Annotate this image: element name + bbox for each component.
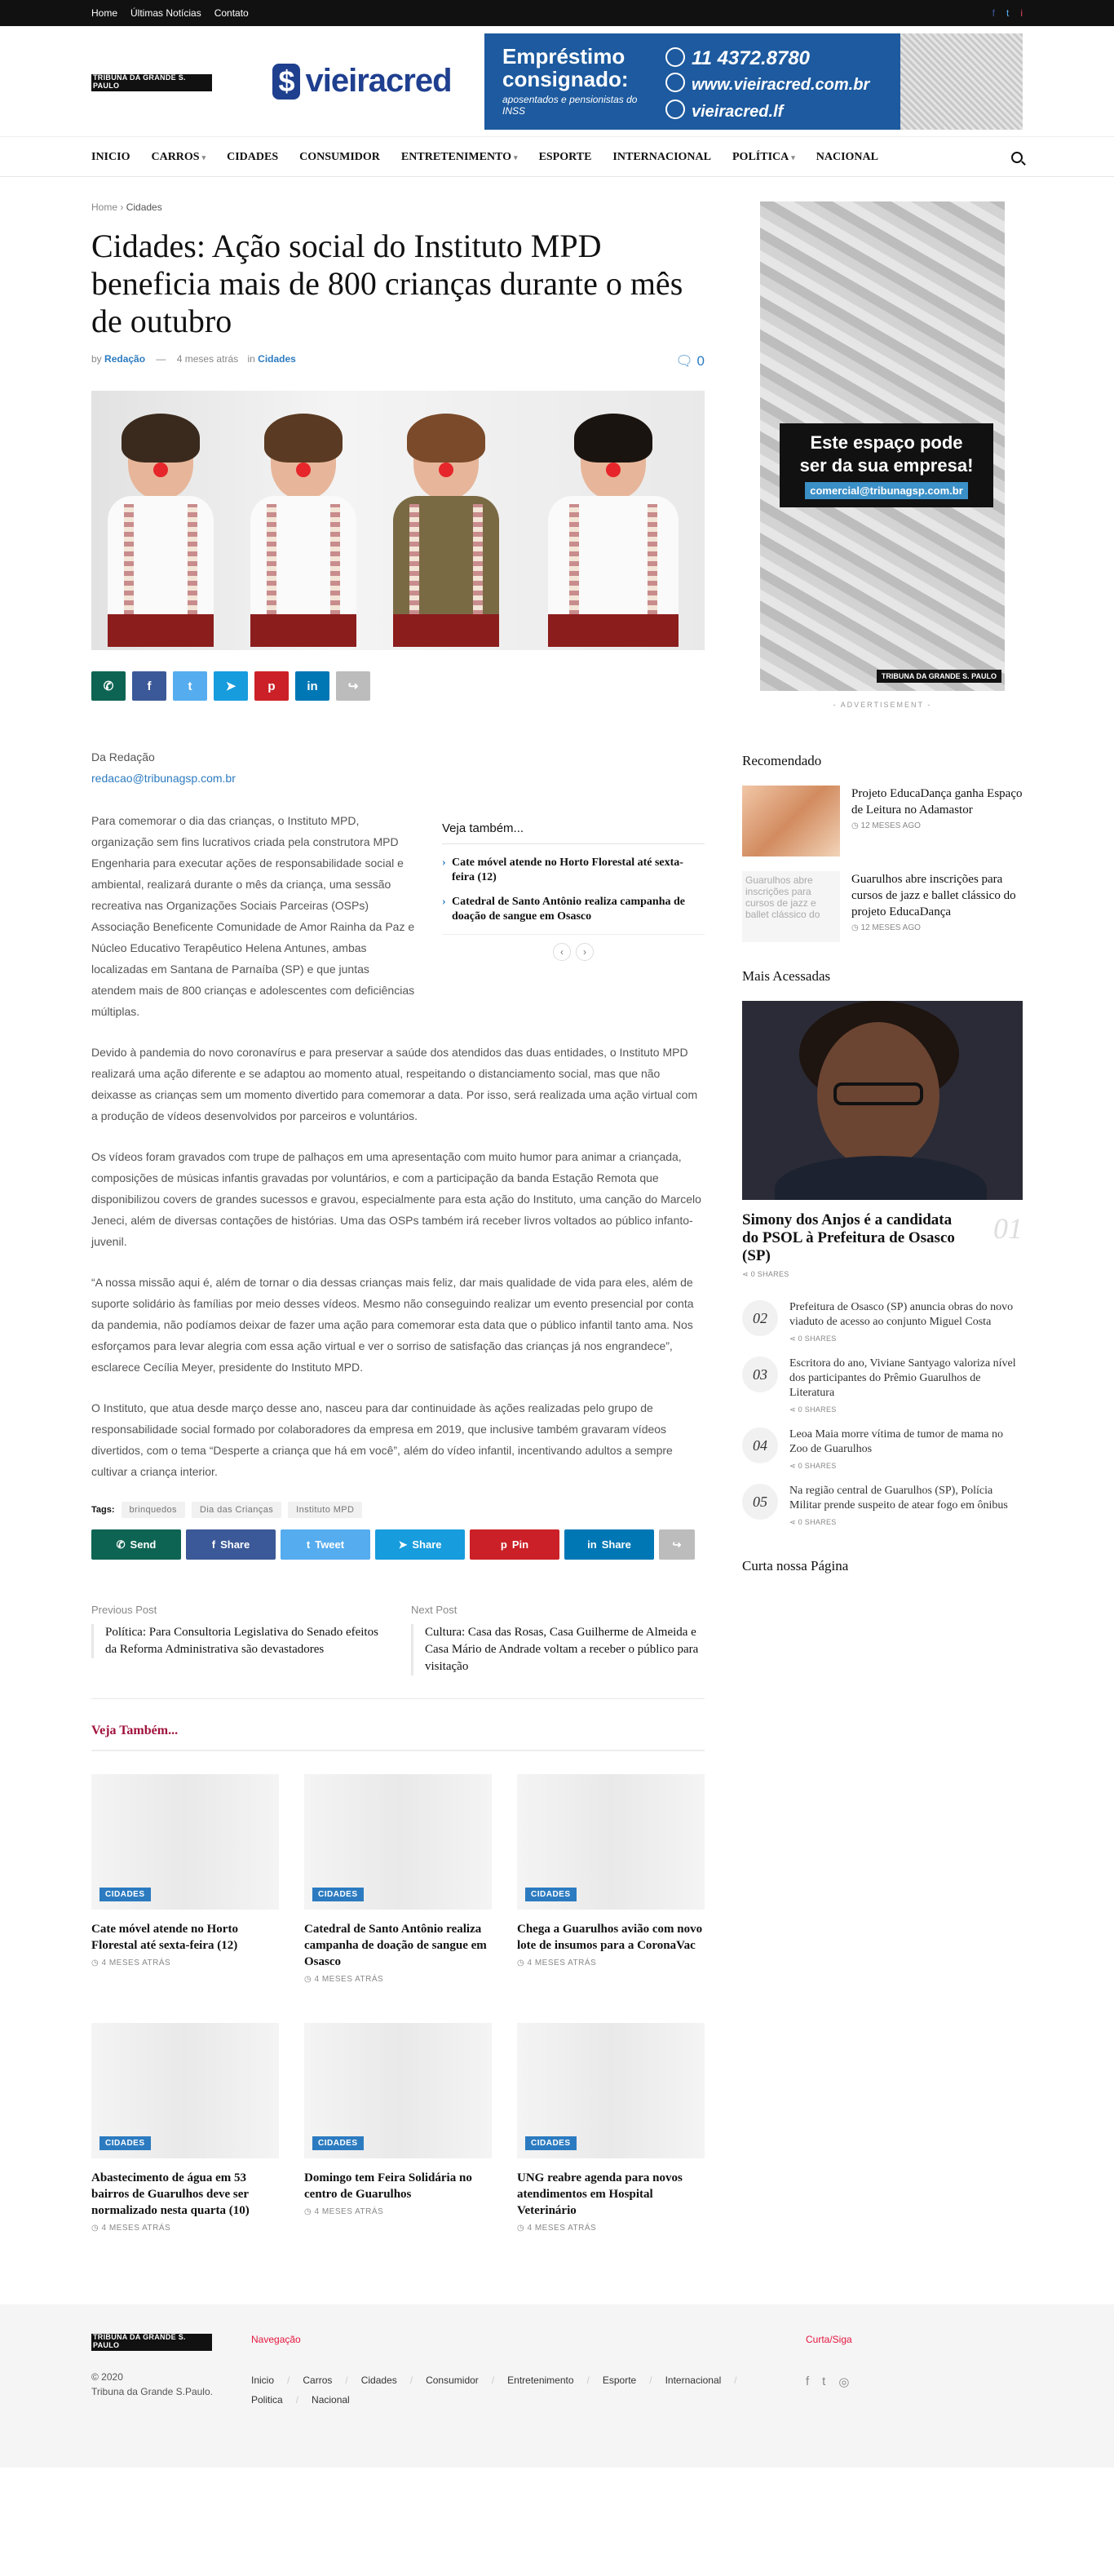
chevron-left-icon[interactable]: ‹ <box>553 943 571 961</box>
pinterest-icon: p <box>267 679 276 693</box>
separator: / <box>409 2375 413 2386</box>
share-label: Share <box>412 1538 442 1551</box>
banner-site: www.vieiracred.com.br <box>692 75 870 94</box>
related-card-image <box>517 2023 705 2158</box>
category-link[interactable]: Cidades <box>258 353 296 365</box>
recommended-title: Recomendado <box>742 753 822 768</box>
footer-nav-link[interactable]: Internacional <box>665 2375 722 2386</box>
banner-brand <box>240 33 484 130</box>
previous-post-title: Política: Para Consultoria Legislativa do Senado efeitos da Reforma Administrativa são devastadores <box>91 1624 385 1658</box>
top-links <box>91 7 249 19</box>
clown-figure <box>385 422 507 650</box>
pinterest-icon: p <box>500 1538 507 1551</box>
facebook-page-title: Curta nossa Página <box>742 1558 849 1573</box>
site-header <box>0 26 1114 136</box>
banner-subline: aposentados e pensionistas do INSS <box>502 93 638 117</box>
related-card-date: 4 MESES ATRÁS <box>527 1959 597 1967</box>
related-card[interactable] <box>304 2023 492 2233</box>
nav-item-2[interactable] <box>227 151 278 164</box>
facebook-share-button[interactable] <box>186 1529 276 1560</box>
most-read-item-title: Leoa Maia morre vítima de tumor de mama no Zoo de Guarulhos <box>789 1428 1004 1455</box>
category-badge: CIDADES <box>525 2136 577 2150</box>
twitter-share-button[interactable] <box>173 671 207 701</box>
article-paragraph: “A nossa missão aqui é, além de tornar o dia dessas crianças mais feliz, dar mais qualidade de vida para eles, além de suporte solidário às famílias por meio desses vídeos. Mesmo não conseguindo realizar um evento presencial por conta da pandemia, não podíamos deixar de fazer uma ação para comemorar esta data que o público infantil tanto ama. Nos esforçamos para levar alegria com essa ação virtual e ver o sorriso de satisfação das crianças já nos engrandece”, esclarece Cecília Meyer, presidente do Instituto MPD. <box>91 1276 694 1374</box>
source-email[interactable]: redacao@tribunagsp.com.br <box>91 772 236 785</box>
share-bar-bottom <box>91 1529 705 1560</box>
site-footer <box>0 2304 1114 2468</box>
tag-item[interactable]: brinquedos <box>122 1502 185 1518</box>
inline-related-item[interactable]: › Cate móvel atende no Horto Florestal até sexta-feira (12) <box>442 856 705 885</box>
instagram-icon[interactable]: i <box>1020 7 1023 19</box>
recommended-item[interactable] <box>742 871 1023 942</box>
related-card-title: Abastecimento de água em 53 bairros de Guarulhos deve ser normalizado nesta quarta (10) <box>91 2171 250 2217</box>
clock-icon: ◷ <box>517 2224 525 2233</box>
nav-item-label: CONSUMIDOR <box>299 151 380 163</box>
most-read-title: Mais Acessadas <box>742 968 831 984</box>
related-card-title: Domingo tem Feira Solidária no centro de Guarulhos <box>304 2171 472 2201</box>
separator: / <box>734 2375 737 2386</box>
whatsapp-icon: ✆ <box>116 1538 126 1551</box>
next-post-label: Next Post <box>411 1604 458 1616</box>
chevron-down-icon: ▾ <box>201 153 206 162</box>
recommended-item[interactable] <box>742 786 1023 856</box>
tags-label: Tags: <box>91 1505 115 1515</box>
facebook-icon: f <box>147 679 152 693</box>
telegram-icon: ➤ <box>398 1538 408 1551</box>
nav-item-label: NACIONAL <box>816 151 878 163</box>
site-logo[interactable]: TRIBUNA DA GRANDE S. PAULO <box>91 74 212 89</box>
clock-icon: ◷ <box>517 1959 525 1967</box>
clown-figure <box>540 422 687 650</box>
nav-item-label: INICIO <box>91 151 130 163</box>
related-card-image <box>91 2023 279 2158</box>
share-arrow-icon: ↪ <box>347 679 359 693</box>
nav-item-0[interactable] <box>91 151 130 164</box>
footer-nav-link[interactable]: Cidades <box>360 2375 397 2386</box>
footer-nav-links <box>251 2375 740 2406</box>
previous-post-link[interactable] <box>91 1604 385 1675</box>
related-card-title: Catedral de Santo Antônio realiza campanha de doação de sangue em Osasco <box>304 1923 487 1968</box>
share-label: Share <box>220 1538 250 1551</box>
share-icon: ⋖ <box>789 1405 796 1414</box>
related-card-image <box>304 1774 492 1910</box>
ad-email: comercial@tribunagsp.com.br <box>805 482 968 499</box>
linkedin-icon: in <box>307 679 318 693</box>
most-read-item-title: Prefeitura de Osasco (SP) anuncia obras do novo viaduto de acesso ao conjunto Miguel Costa <box>789 1301 1014 1328</box>
clock-icon: ◷ <box>91 1959 99 1967</box>
separator: / <box>287 2375 290 2386</box>
source-block <box>91 746 705 789</box>
footer-nav-link[interactable]: Inicio <box>251 2375 275 2386</box>
breadcrumb: Home › Cidades <box>91 201 162 213</box>
twitter-icon: t <box>306 1538 311 1551</box>
related-card[interactable] <box>91 2023 279 2233</box>
nav-item-label: INTERNACIONAL <box>612 151 711 163</box>
more-share-button[interactable] <box>659 1529 695 1560</box>
nav-item-8[interactable] <box>816 151 878 164</box>
dollar-icon: $ <box>272 64 300 100</box>
inline-related-item[interactable]: › Catedral de Santo Antônio realiza campanha de doação de sangue em Osasco <box>442 895 705 924</box>
clock-icon: ◷ <box>304 1975 312 1984</box>
footer-nav-link[interactable]: Entretenimento <box>507 2375 574 2386</box>
footer-nav-link[interactable]: Nacional <box>312 2394 350 2406</box>
twitter-icon[interactable]: t <box>1006 7 1010 19</box>
breadcrumb-category[interactable]: Cidades <box>126 201 162 213</box>
instagram-icon <box>665 100 685 119</box>
footer-logo[interactable]: TRIBUNA DA GRANDE S. PAULO <box>91 2334 212 2348</box>
telegram-share-button[interactable] <box>375 1529 465 1560</box>
more-share-button[interactable] <box>336 671 370 701</box>
article-paragraph: Devido à pandemia do novo coronavírus e para preservar a saúde dos atendidos das duas entidades, o Instituto MPD realizará uma ação diferente e se adaptou ao momento atual, respeitando o distanciamento social, mas que não deixasse as crianças sem um momento divertido para comemorar a data. Por isso, será realizada uma ação virtual com a produção de vídeos desenvolvidos por parceiros e voluntários. <box>91 1046 698 1122</box>
recommended-item-date: 12 MESES AGO <box>860 923 921 932</box>
related-card-date: 4 MESES ATRÁS <box>314 2207 384 2216</box>
share-label: Share <box>601 1538 631 1551</box>
previous-post-label: Previous Post <box>91 1604 157 1616</box>
inline-related-title: Veja também... <box>442 821 705 844</box>
whatsapp-send-button[interactable] <box>91 1529 181 1560</box>
comment-icon: 🗨 <box>675 353 693 369</box>
top-link-home[interactable]: Home <box>91 7 118 19</box>
tag-item[interactable]: Dia das Crianças <box>192 1502 281 1518</box>
facebook-icon: f <box>211 1538 216 1551</box>
share-icon: ⋖ <box>789 1518 796 1526</box>
nav-menu <box>91 151 878 164</box>
related-card[interactable] <box>517 1774 705 1984</box>
related-grid <box>91 1774 705 2247</box>
share-bar-top <box>91 671 705 701</box>
linkedin-share-button[interactable] <box>564 1529 654 1560</box>
ad-line-2: ser da sua empresa! <box>799 455 974 476</box>
ad-brand-tag: TRIBUNA DA GRANDE S. PAULO <box>877 670 1001 683</box>
twitter-icon[interactable]: t <box>822 2375 826 2388</box>
nav-item-label: POLÍTICA <box>732 151 789 163</box>
top-bar <box>0 0 1114 26</box>
related-card-image <box>304 2023 492 2158</box>
banner-body <box>484 33 1023 130</box>
whatsapp-icon <box>665 47 685 67</box>
most-read-item[interactable] <box>742 1357 1023 1414</box>
clock-icon: ◷ <box>304 2207 312 2216</box>
footer-nav-link[interactable]: Politica <box>251 2394 283 2406</box>
telegram-share-button[interactable] <box>214 671 248 701</box>
banner-portrait <box>900 33 1023 130</box>
article-paragraph: Para comemorar o dia das crianças, o Instituto MPD, organização sem fins lucrativos criada pela construtora MPD Engenharia para executar ações de responsabilidade social e ambiental, realizará durante o mês da criança, uma sessão recreativa nas Organizações Sociais Parceiras (OSPs) Associação Beneficente Comunidade de Amor Rainha da Paz e Núcleo Educativo Terapêutico Helena Antunes, ambas localizadas em Santana de Parnaíba (SP) e que juntas atendem mais de 800 crianças e adolescentes com deficiências múltiplas. <box>91 814 415 1018</box>
most-read-item-title: Escritora do ano, Viviane Santyago valoriza nível dos participantes do Prêmio Guarulhos de Literatura <box>789 1357 1016 1399</box>
related-card-date: 4 MESES ATRÁS <box>101 1959 171 1967</box>
separator: / <box>295 2394 299 2406</box>
nav-item-4[interactable] <box>401 151 518 164</box>
facebook-icon[interactable]: f <box>992 7 995 19</box>
comments-number: 0 <box>696 353 705 369</box>
header-banner-ad[interactable] <box>240 33 1023 130</box>
footer-nav-title: Navegação <box>251 2334 301 2345</box>
footer-copyright-name: Tribuna da Grande S.Paulo. <box>91 2386 213 2397</box>
related-card[interactable] <box>517 2023 705 2233</box>
related-card-title: Chega a Guarulhos avião com novo lote de insumos para a CoronaVac <box>517 1923 703 1952</box>
breadcrumb-home[interactable]: Home <box>91 201 118 213</box>
telegram-icon: ➤ <box>225 679 237 693</box>
related-card-title: UNG reabre agenda para novos atendimentos em Hospital Veterinário <box>517 2171 683 2217</box>
recommended-item-title: Projeto EducaDança ganha Espaço de Leitura no Adamastor <box>851 787 1023 817</box>
search-icon[interactable] <box>1011 152 1023 163</box>
rank-number: 05 <box>742 1484 778 1520</box>
most-read-item-title: Na região central de Guarulhos (SP), Polícia Militar prende suspeito de atear fogo em ônibus <box>789 1485 1008 1512</box>
related-card-image <box>91 1774 279 1910</box>
article-main <box>91 201 705 2247</box>
facebook-share-button[interactable] <box>132 671 166 701</box>
instagram-icon[interactable]: ◎ <box>838 2375 850 2389</box>
nav-item-label: ENTRETENIMENTO <box>400 151 512 163</box>
related-card-date: 4 MESES ATRÁS <box>527 2224 597 2233</box>
rank-number: 03 <box>742 1357 778 1392</box>
footer-nav-link[interactable]: Carros <box>303 2375 333 2386</box>
most-read-featured-image[interactable] <box>742 1001 1023 1200</box>
category-badge: CIDADES <box>525 1888 577 1901</box>
author-link[interactable]: Redação <box>104 353 146 365</box>
pinterest-share-button[interactable] <box>254 671 289 701</box>
twitter-icon: t <box>188 679 192 693</box>
tag-list <box>91 1502 705 1518</box>
clock-icon: ◷ <box>851 821 859 830</box>
rank-number: 04 <box>742 1427 778 1463</box>
most-read-item[interactable] <box>742 1484 1023 1527</box>
facebook-icon[interactable]: f <box>806 2375 810 2388</box>
pinterest-pin-button[interactable] <box>470 1529 559 1560</box>
share-count: 0 SHARES <box>798 1334 837 1343</box>
by-label: by <box>91 353 102 365</box>
banner-phone: 11 4372.8780 <box>692 46 811 69</box>
banner-brand-name: vieiracred <box>305 63 452 99</box>
recommended-item-title: Guarulhos abre inscrições para cursos de jazz e ballet clássico do projeto EducaDança <box>851 873 1016 918</box>
related-card-title: Cate móvel atende no Horto Florestal até sexta-feira (12) <box>91 1923 238 1952</box>
share-icon: ⋖ <box>789 1462 796 1470</box>
tag-item[interactable]: Instituto MPD <box>288 1502 362 1518</box>
clown-figure <box>99 422 222 650</box>
most-read-item-title[interactable]: Simony dos Anjos é a candidata do PSOL à Prefeitura de Osasco (SP) <box>742 1211 955 1264</box>
ad-line-1: Este espaço pode <box>810 432 963 453</box>
chevron-down-icon: ▾ <box>791 153 795 162</box>
inline-related-box <box>442 810 705 1042</box>
linkedin-share-button[interactable] <box>295 671 329 701</box>
share-count: 0 SHARES <box>750 1270 789 1278</box>
nav-item-label: ESPORTE <box>538 151 592 163</box>
banner-headline: Empréstimo consignado: <box>502 43 629 91</box>
publish-time: 4 meses atrás <box>176 353 239 365</box>
related-card-date: 4 MESES ATRÁS <box>101 2224 171 2233</box>
category-badge: CIDADES <box>99 2136 151 2150</box>
separator: / <box>649 2375 652 2386</box>
next-post-link[interactable] <box>411 1604 705 1675</box>
twitter-tweet-button[interactable] <box>281 1529 370 1560</box>
share-count: 0 SHARES <box>798 1462 837 1470</box>
related-section-title: Veja Também... <box>91 1724 705 1751</box>
top-link-news[interactable]: Últimas Notícias <box>130 7 201 19</box>
recommended-thumbnail-broken: Guarulhos abre inscrições para cursos de jazz e ballet clássico do <box>742 871 840 942</box>
related-card[interactable] <box>304 1774 492 1984</box>
sidebar <box>742 201 1023 2247</box>
recommended-thumbnail <box>742 786 840 856</box>
in-label: in <box>247 353 255 365</box>
category-badge: CIDADES <box>312 2136 364 2150</box>
nav-item-1[interactable] <box>151 151 206 164</box>
whatsapp-icon: ✆ <box>103 679 114 693</box>
share-label: Tweet <box>315 1538 345 1551</box>
nav-item-6[interactable] <box>612 151 711 164</box>
separator: / <box>491 2375 495 2386</box>
rank-number: 01 <box>993 1212 1023 1245</box>
sidebar-ad[interactable] <box>760 201 1005 691</box>
share-arrow-icon: ↪ <box>672 1538 682 1551</box>
article-meta: by Redação — 4 meses atrás in Cidades 🗨 0 <box>91 353 705 369</box>
article-featured-image <box>91 391 705 650</box>
nav-item-label: CIDADES <box>227 151 279 163</box>
advertisement-label: - ADVERTISEMENT - <box>833 701 932 709</box>
clock-icon: ◷ <box>91 2224 99 2233</box>
source-label: Da Redação <box>91 750 155 764</box>
inline-related-pager <box>442 934 705 961</box>
chevron-right-icon[interactable]: › <box>576 943 594 961</box>
top-link-contact[interactable]: Contato <box>214 7 249 19</box>
share-count: 0 SHARES <box>798 1518 837 1526</box>
main-nav <box>0 136 1114 177</box>
top-social <box>992 7 1023 19</box>
related-card[interactable] <box>91 1774 279 1984</box>
footer-copyright: © 2020 <box>91 2371 123 2383</box>
comments-count[interactable] <box>675 353 705 370</box>
share-icon: ⋖ <box>742 1270 749 1278</box>
share-icon: ⋖ <box>789 1334 796 1343</box>
article-paragraph: O Instituto, que atua desde março desse ano, nasceu para dar continuidade às ações realizadas pelo grupo de responsabilidade social formado por colaboradores da empresa em 2019, que inclusive também gravaram vídeos divertidos, com o tema “Desperte a criança que há em você”, além do vídeo infantil, incentivando adultos a sempre cultivar a criança interior. <box>91 1401 673 1478</box>
post-navigation <box>91 1604 705 1699</box>
most-read-item[interactable] <box>742 1300 1023 1343</box>
nav-item-5[interactable] <box>539 151 592 164</box>
clock-icon: ◷ <box>851 923 859 932</box>
recommended-item-date: 12 MESES AGO <box>860 821 921 830</box>
category-badge: CIDADES <box>312 1888 364 1901</box>
article-paragraph: Os vídeos foram gravados com trupe de palhaços em uma apresentação com muito humor para animar a criançada, composições de músicas infantis gravadas por voluntários, e com a participação da banda Estação Remota que disponibilizou covers de grandes sucessos e gravou, especialmente para esta ação do Instituto, uma canção do Marcelo Jeneci, além de diversas contações de histórias. Uma das OSPs também irá receber livros voltados ao público infanto-juvenil. <box>91 1150 701 1248</box>
chevron-down-icon: ▾ <box>514 153 518 162</box>
whatsapp-share-button[interactable] <box>91 671 126 701</box>
most-read-item[interactable] <box>742 1427 1023 1471</box>
footer-nav-link[interactable]: Esporte <box>602 2375 637 2386</box>
separator: / <box>345 2375 348 2386</box>
share-label: Pin <box>511 1538 529 1551</box>
separator: / <box>586 2375 590 2386</box>
footer-nav-link[interactable]: Consumidor <box>426 2375 479 2386</box>
rank-number: 02 <box>742 1300 778 1336</box>
share-count: 0 SHARES <box>798 1405 837 1414</box>
most-read-list <box>742 1300 1023 1527</box>
footer-social-title: Curta/Siga <box>806 2334 852 2345</box>
related-card-date: 4 MESES ATRÁS <box>314 1975 384 1984</box>
clown-figure <box>242 422 365 650</box>
related-card-image <box>517 1774 705 1910</box>
share-label: Send <box>130 1538 157 1551</box>
next-post-title: Cultura: Casa das Rosas, Casa Guilherme de Almeida e Casa Mário de Andrade voltam a receber o público para visitação <box>411 1624 705 1675</box>
banner-insta: vieiracred.lf <box>692 102 784 121</box>
globe-icon <box>665 73 685 92</box>
nav-item-3[interactable] <box>299 151 380 164</box>
nav-item-7[interactable] <box>732 151 795 164</box>
nav-item-label: CARROS <box>151 151 200 163</box>
linkedin-icon: in <box>587 1538 597 1551</box>
category-badge: CIDADES <box>99 1888 151 1901</box>
page-title: Cidades: Ação social do Instituto MPD beneficia mais de 800 crianças durante o mês de outubro <box>91 228 683 339</box>
